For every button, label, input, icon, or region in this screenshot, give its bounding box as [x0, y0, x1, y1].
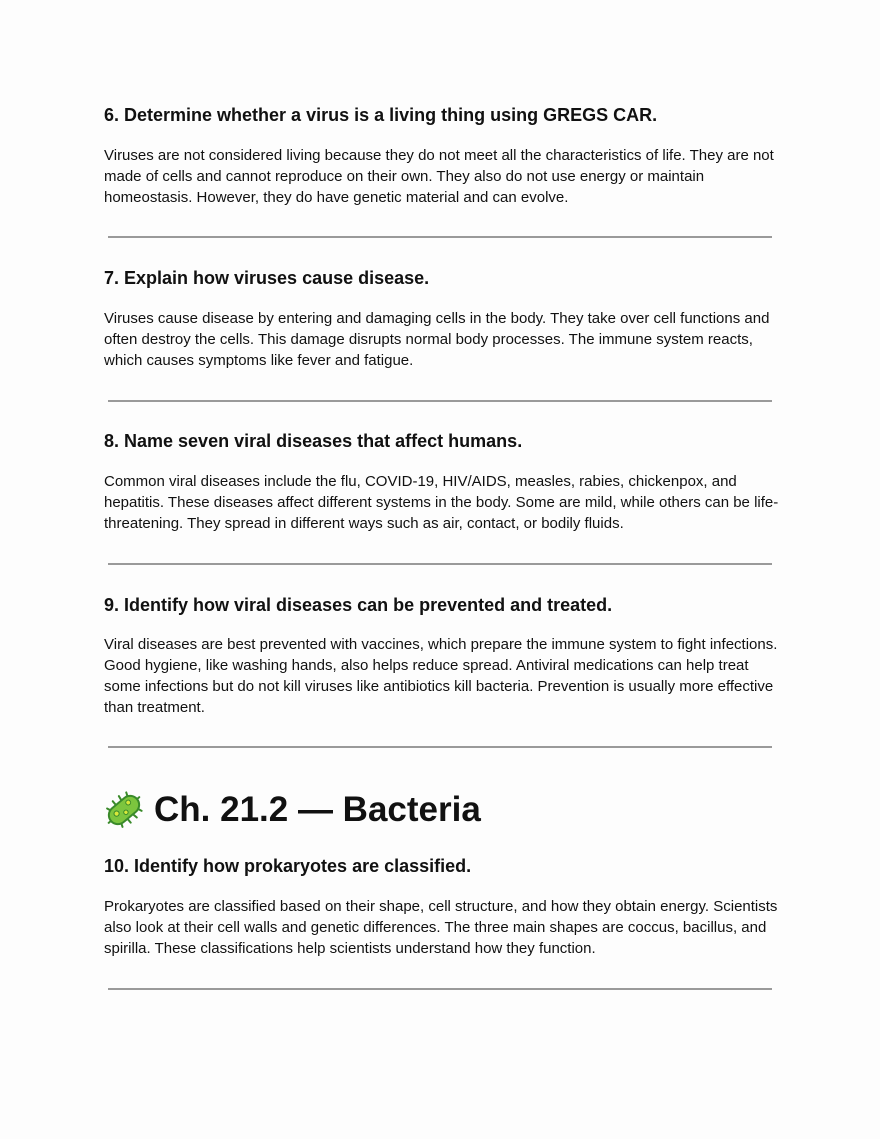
question-7-title: 7. Explain how viruses cause disease.	[104, 268, 430, 288]
question-7-answer: Viruses cause disease by entering and damaging cells in the body. They take over cell functions and often destroy the cells. This damage disrupts normal body processes. The immune system reacts, which causes symptoms like fever and fatigue.	[104, 310, 770, 369]
question-10-answer: Prokaryotes are classified based on their shape, cell structure, and how they obtain energy. Scientists also look at their cell walls and genetic differences. The three main shapes are coccus, bacillus, and spirilla. These classifications help scientists understand how they function.	[104, 898, 778, 957]
section-divider	[108, 236, 772, 238]
question-6-answer: Viruses are not considered living because they do not meet all the characteristics of life. They are not made of cells and cannot reproduce on their own. They also do not use energy or maintain homeostasis. However, they do have genetic material and can evolve.	[104, 147, 774, 206]
microbe-icon	[104, 790, 144, 830]
section-divider	[108, 400, 772, 402]
question-10-title: 10. Identify how prokaryotes are classified.	[104, 856, 472, 876]
question-9-title: 9. Identify how viral diseases can be prevented and treated.	[104, 595, 613, 615]
chapter-title: Ch. 21.2 — Bacteria	[154, 790, 481, 829]
question-9-answer: Viral diseases are best prevented with vaccines, which prepare the immune system to fight infections. Good hygiene, like washing hands, also helps reduce spread. Antiviral medications can help treat some infections but do not kill viruses like antibiotics kill bacteria. Prevention is usually more effective than treatment.	[104, 636, 778, 716]
question-8-answer: Common viral diseases include the flu, COVID-19, HIV/AIDS, measles, rabies, chickenpox, and hepatitis. These diseases affect different systems in the body. Some are mild, while others can be life-threatening. They spread in different ways such as air, contact, or bodily fluids.	[104, 473, 779, 532]
section-divider	[108, 988, 772, 990]
chapter-heading	[104, 786, 481, 834]
question-6-title: 6. Determine whether a virus is a living thing using GREGS CAR.	[104, 105, 658, 125]
question-8-title: 8. Name seven viral diseases that affect humans.	[104, 431, 523, 451]
section-divider	[108, 563, 772, 565]
section-divider	[108, 746, 772, 748]
